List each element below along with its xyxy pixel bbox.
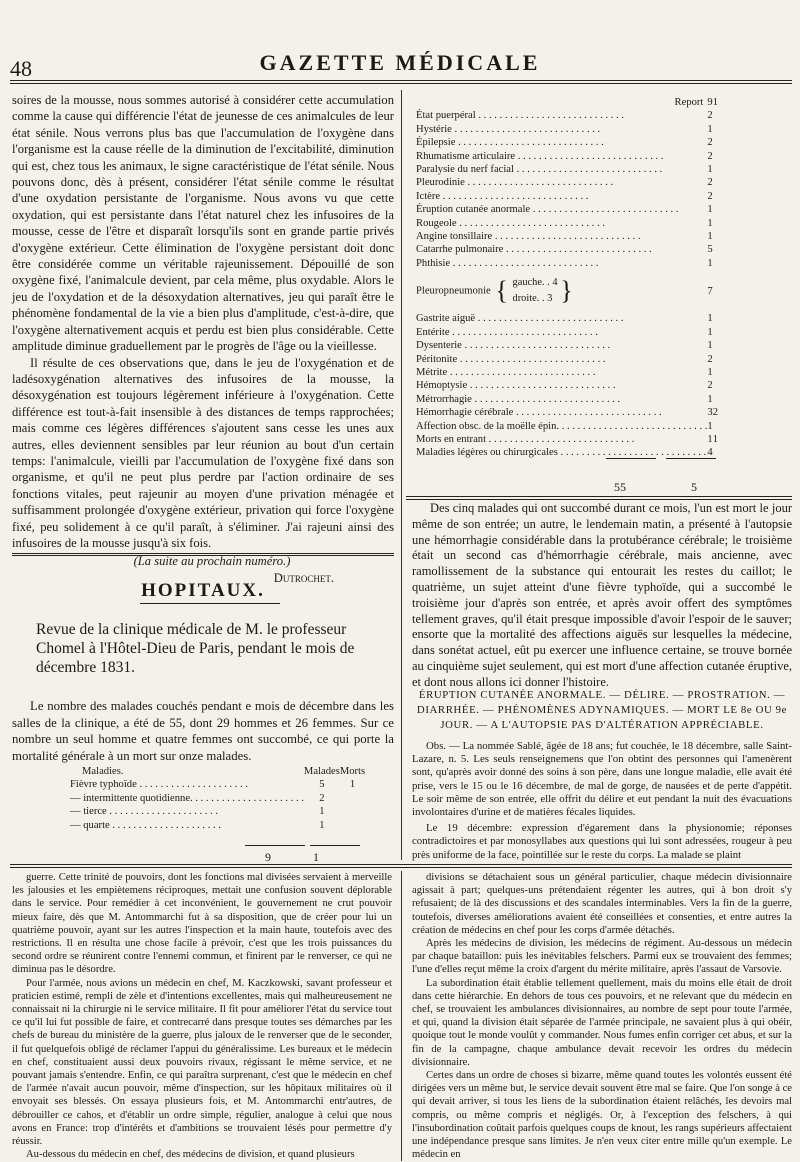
death-count: 1 xyxy=(712,433,718,445)
table-row xyxy=(416,433,718,446)
section-rule xyxy=(12,553,394,556)
leader-dots: . . . . . . . . . . . . . . . . . . . . . . . . . . . . xyxy=(467,380,616,392)
column-divider xyxy=(401,90,402,860)
patient-count: 2 xyxy=(707,137,713,149)
leader-dots: . . . . . . . . . . . . . . . . . . . . . . . . . . . . xyxy=(515,150,664,162)
disease-name: Gastrite aiguë xyxy=(416,313,476,325)
leader-dots: . . . . . . . . . . . . . . . . . . . . . . . . . . . . xyxy=(440,190,589,202)
table-row xyxy=(416,123,718,136)
table-row xyxy=(416,190,718,203)
table-row xyxy=(416,420,718,433)
table-row xyxy=(70,805,365,818)
disease-name: Paralysie du nerf facial xyxy=(416,164,514,176)
table-row xyxy=(70,778,365,791)
disease-name: Rhumatisme articulaire xyxy=(416,150,516,162)
table-row xyxy=(416,243,718,256)
dec19-paragraph: Le 19 décembre: expression d'égarement dans la physionomie; réponses contradictoires et par monosyllabes aux questions qui lui sont adressées, rougeur à peu près uniforme de la face, pointillée sur le reste du corps. La malade se plaint xyxy=(412,822,792,861)
leader-dots: . . . . . . . . . . . . . . . . . . . . . . . . . . . . xyxy=(450,257,599,269)
disease-name: Angine tonsillaire xyxy=(416,231,493,243)
disease-name: — tierce xyxy=(70,806,107,818)
bottom-paragraph: Après les médecins de division, les médecins de régiment. Au-dessous un médecin par chaque bataillon: puis les inévitables felschers. Parmi eux se trouvaient des femmes; l'une d'elles reçut même la croix d'argent du mérite militaire, après l'assaut de Varsovie. xyxy=(412,938,792,976)
pleuro-row: Pleuropneumonie { gauche. . 4 droite. . 3 } 7 xyxy=(416,270,718,312)
disease-name: Rougeole xyxy=(416,217,457,229)
deaths-text xyxy=(412,501,792,691)
disease-name: Dysenterie xyxy=(416,340,462,352)
patient-count: 1 xyxy=(707,257,713,269)
table-row xyxy=(416,379,718,392)
disease-name: Morts en entrant xyxy=(416,433,487,445)
heading-underline xyxy=(140,603,280,604)
table-row xyxy=(416,109,718,122)
leader-dots: . . . . . . . . . . . . . . . . . . . . . xyxy=(136,779,249,791)
report-row xyxy=(416,96,718,109)
disease-name: Hémoptysie xyxy=(416,380,468,392)
table-row xyxy=(416,176,718,189)
brace: } xyxy=(560,276,573,306)
patient-count: 1 xyxy=(319,806,325,818)
patient-count: 2 xyxy=(707,190,713,202)
total-rule xyxy=(245,845,305,846)
leader-dots: . . . . . . . . . . . . . . . . . . . . . . . . . . . . xyxy=(455,137,604,149)
total-rule xyxy=(666,458,716,459)
pleuro-droite-value: 3 xyxy=(547,293,553,305)
pleuro-droite-label: droite xyxy=(512,293,537,305)
header-morts: Morts xyxy=(339,766,366,777)
table-row xyxy=(416,393,718,406)
bottom-section-rule xyxy=(10,864,792,865)
bottom-section-rule xyxy=(10,867,792,868)
disease-name: Métrite xyxy=(416,366,448,378)
leader-dots: . . . . . . . . . . . . . . . . . . . . . xyxy=(192,792,304,804)
leader-dots: . . . . . . . . . . . . . . . . . . . . . . . . . . . . xyxy=(475,110,625,122)
patient-count: 1 xyxy=(707,164,713,176)
disease-name: Ictère xyxy=(416,190,441,202)
total-patients: 55 xyxy=(614,480,626,494)
fever-table xyxy=(70,765,366,864)
journal-title: GAZETTE MÉDICALE xyxy=(259,50,541,75)
patient-count: 2 xyxy=(707,380,713,392)
table-row xyxy=(416,326,718,339)
leader-dots: . . . . . . . . . . . . . . . . . . . . . xyxy=(106,806,218,818)
patient-count: 1 xyxy=(707,231,713,243)
leader-dots: . . . . . . . . . . . . . . . . . . . . . . . . . . . . xyxy=(471,393,621,405)
patient-count: 1 xyxy=(707,326,713,338)
table-row xyxy=(70,819,365,832)
patient-count: 1 xyxy=(707,123,713,135)
header-rule xyxy=(10,80,792,81)
table-row xyxy=(416,406,718,419)
continuation-note: (La suite au prochain numéro.) xyxy=(133,554,291,569)
table-row xyxy=(416,150,718,163)
disease-name: État puerpéral xyxy=(416,110,476,122)
table-row xyxy=(416,312,718,325)
table-bottom-rule xyxy=(406,499,792,500)
disease-name: Pleurodinie xyxy=(416,177,465,189)
disease-name: Hystérie xyxy=(416,123,452,135)
patient-count: 1 xyxy=(707,313,713,325)
total-deaths: 5 xyxy=(691,480,697,494)
disease-name: Éruption cutanée anormale xyxy=(416,204,531,216)
pleuro-gauche-value: 4 xyxy=(552,277,558,289)
patient-count: 2 xyxy=(707,110,713,122)
eruption-heading: ÉRUPTION CUTANÉE ANORMALE. — DÉLIRE. — PROSTRATION. — DIARRHÉE. — PHÉNOMÈNES ADYNAMIQUES. — MORT LE 8e OU 9e JOUR. — A L'AUTOPSIE PAS D'ALTÉRATION APPRÉCIABLE. xyxy=(416,689,788,731)
table-row xyxy=(416,366,718,379)
brace: { xyxy=(495,276,508,306)
leader-dots: . . . . . . . . . . . . . . . . . . . . . . . . . . . . xyxy=(503,244,652,256)
total-rule xyxy=(310,845,360,846)
patient-count: 4 xyxy=(707,447,713,459)
pleuro-name: Pleuropneumonie xyxy=(416,285,491,297)
patient-count: 1 xyxy=(707,366,713,378)
leader-dots: . . . . . . . . . . . . . . . . . . . . . . . . . . . . xyxy=(559,420,708,432)
leader-dots: . . . . . . . . . . . . . . . . . . . . . . . . . . . . xyxy=(530,204,679,216)
table-row xyxy=(416,230,718,243)
leader-dots: . . . . . . . . . . . . . . . . . . . . . . . . . . . . xyxy=(461,340,611,352)
bottom-right-article xyxy=(412,871,792,1161)
table-row xyxy=(416,136,718,149)
patient-count: 1 xyxy=(707,433,713,445)
observation-text xyxy=(412,740,792,862)
bottom-paragraph: divisions se détachaient sous un général particulier, chaque médecin divisionnaire agissait à part; quelques-uns prétendaient régenter les autres, qui à bon droit s'y refusaient; de là des discussions et des scandales interminables. Vers la fin de la guerre, toutefois, diverses améliorations avaient été conseillées et consenties, et entre autres la création de médecins en chef pour les corps d'armée détachés. xyxy=(412,872,792,936)
disease-name: Entérite xyxy=(416,326,450,338)
bottom-left-article xyxy=(12,871,392,1161)
report-patients: 9 xyxy=(707,97,713,108)
leader-dots: . . . . . . . . . . . . . . . . . . . . . . . . . . . . xyxy=(464,177,614,189)
disease-name: Maladies légères ou chirurgicales xyxy=(416,447,558,459)
leader-dots: . . . . . . . . . . . . . . . . . . . . . . . . . . . . xyxy=(475,313,624,325)
patient-count: 2 xyxy=(707,353,713,365)
patient-count: 1 xyxy=(707,204,713,216)
table-row xyxy=(416,163,718,176)
table-row xyxy=(416,217,718,230)
left-article xyxy=(12,92,394,586)
leader-dots: . . . . . . . . . . . . . . . . . . . . . . . . . . . . xyxy=(457,353,606,365)
leader-dots: . . . . . . . . . . . . . . . . . . . . . . . . . . . . xyxy=(492,231,641,243)
article-paragraph: soires de la mousse, nous sommes autorisé à considérer cette accumulation comme la cause qui différencie l'état de jeunesse de ces animalcules de leur état sénile. Nous verrons plus bas que l'accumulation de l'oxygène dans l'organisme est la cause réelle de la diminution de l'excitabilité, diminution qui est, chez tous les animaux, le signe caractéristique de l'état sénile. Nous pouvons donc, dès à présent, considérer l'état sénile comme le résultat d'une oxydation persistante de l'organisme. Nous avons vu que cette oxydation, qui est persistante dans l'état naturel chez les infusoires de la mousse, cesse de l'être et disparaît lorsqu'ils sont en grande partie privés d'oxygène extérieur. Cette élimination de l'oxygène persistant doit donc être considérée comme un véritable rajeunissement. Dépouillé de son oxygène fixé, l'animalcule devient, par cela même, plus oxydable. Alors le jeu de l'oxydation et de la désoxydation alternatives, jeu qui paraît être le phénomène fondamental de la vie a bien plus d'amplitude, c'est-à-dire, que l'oxygène alternativement acquis et perdu est bien plus considérable. Cette amplitude diminue graduellement par le progrès de l'âge ou la vieillesse. xyxy=(12,93,394,354)
section-heading: HOPITAUX. xyxy=(141,580,265,601)
bottom-paragraph: Pour l'armée, nous avions un médecin en chef, M. Kaczkowski, savant professeur et praticien estimé, rempli de zèle et d'intentions excellentes, mais qui malheureusement ne connaissait ni la chirurgie ni le service militaire. Il fit pour améliorer l'état du service tout ce qu'il lui fut possible de faire, et contrecarré dans presque toutes ses démarches par les chefs de bureau du ministère de la guerre, plus jaloux de le renverser que de le seconder, il fut quelquefois obligé de réclamer l'appui du généralissime. Les bureaux et le médecin en chef, constituaient aussi deux pouvoirs rivaux, régissant le même service, et ne pouvant jamais s'entendre. Enfin, ce qui paraîtra surprenant, c'est que le médecin en chef de l'armée n'avait aucun pouvoir, même d'inspection, sur les hôpitaux militaires où il envoyait ses blessés. On essaya plusieurs fois, et M. Antommarchi entr'autres, de débrouiller ce cahos, et d'établir un ordre simple, régulier, analogue à celui que nous avons en France: trop d'intérêts et d'ambitions se trouvaient lésés pour permettre d'y réussir. xyxy=(12,977,392,1148)
table-row xyxy=(416,203,718,216)
leader-dots: . . . . . . . . . . . . . . . . . . . . . . . . . . . . xyxy=(513,407,662,419)
leader-dots: . . . . . . . . . . . . . . . . . . . . . . . . . . . . xyxy=(451,123,601,135)
leader-dots: . . . . . . . . . . . . . . . . . . . . . xyxy=(109,819,221,831)
leader-dots: . . . . . . . . . . . . . . . . . . . . . . . . . . . . xyxy=(447,366,596,378)
disease-name: Péritonite xyxy=(416,353,458,365)
disease-name: Phthisie xyxy=(416,257,451,269)
bottom-paragraph: Au-dessous du médecin en chef, des médecins de division, et quand plusieurs xyxy=(26,1149,355,1161)
patient-count: 5 xyxy=(707,244,713,256)
patient-count: 2 xyxy=(707,177,713,189)
leader-dots: . . . . . . . . . . . . . . . . . . . . . . . . . . . . xyxy=(456,217,605,229)
header-maladies: Maladies. xyxy=(82,766,124,777)
review-intro xyxy=(12,698,394,764)
table-row xyxy=(416,339,718,352)
patient-count: 1 xyxy=(707,217,713,229)
death-count: 2 xyxy=(712,407,718,419)
patient-count: 2 xyxy=(319,792,325,804)
article-paragraph: Il résulte de ces observations que, dans le jeu de l'oxygénation et de ladésoxygénation alternatives des infusoires de la mousse, la désoxygénation est toujours légèrement inférieure à l'oxygénation. Cette différence est tout-à-fait insensible à des distances de temps rapprochées; mais comme ces légères différences s'ajoutent sans cesse les unes aux autres, elles deviennent sensibles par leur réunion au bout d'un certain temps: l'animalcule, vieilli par l'accumulation de l'oxygène fixé dans son organisme, et qu'il ne peut plus perdre par l'action ordinaire de ses fonctions vitales, peut rajeunir au moyen d'une privation ménagée et suffisamment prolongée d'oxygène extérieur, privation qui force l'oxygène fixé, peu solidement à ce qu'il paraît, à s'éliminer. J'ai rajeuni ainsi des infusoires de la mousse jusqu'à six fois. xyxy=(12,355,394,550)
deaths-paragraph: Des cinq malades qui ont succombé durant ce mois, l'un est mort le jour même de son entrée; un autre, le lendemain matin, a présenté à l'autopsie une hémorrhagie considérable dans la protubérance cérébrale; le troisième était un second cas d'hémorrhagie cérébrale, mais ancienne, avec ramollissement de la substance qui entourait les restes du caillot; le quatrième, un sujet atteint d'une fièvre typhoïde, qui a succombé le troisième jour d'après son entrée, et après avoir offert des symptômes tellement graves, qu'il était presque impossible d'avoir l'espoir de le sauver; ensorte que la mortalité des affections aiguës sur lesquelles la médecine, dans sonétat actuel, eût pu exercer une influence certaine, se trouve bornée au cinquième sujet seulement, qui est mort d'une affection cutanée éruptive, et dont nous allons ici donner l'histoire. xyxy=(412,501,792,689)
disease-name: Épilepsie xyxy=(416,137,456,149)
patient-count: 1 xyxy=(319,819,325,831)
bottom-paragraph: Certes dans un ordre de choses si bizarre, même quand toutes les volontés eussent été dirigées vers un même but, le service devait souvent être mal se faire. Que l'on songe à ce qui devait arriver, si tous les liens de la subordination étaient relâchés, les devoirs mal compris, ou même compris et négligés. Or, à l'exception des felschers, à qui l'insubordination coûtait parfois quelques coups de knout, les rangs supérieurs affectaient une indépendance presque sans limites. Je n'en veux citer entre mille qu'un exemple. Le médecin en xyxy=(412,1070,792,1161)
patient-count: 2 xyxy=(707,150,713,162)
obs-paragraph: Obs. — La nommée Sablé, âgée de 18 ans; fut couchée, le 18 décembre, salle Saint-Lazare, n. 5. Les seuls renseignemens que l'on obtint des personnes qui l'amenèrent sont, qu'après avoir donné des soins à son père, dans une longue maladie, elle avait été prise, vers le 15 ou le 16 décembre, de mal de gorge, de nausées et de perte d'appétit. Le soir même de son entrée, elle offrit du délire et eut pendant la nuit des évacuations involontaires d'urine et de matières fécales liquides. xyxy=(412,740,792,819)
patient-count: 3 xyxy=(707,407,713,419)
report-label: Report xyxy=(674,97,704,108)
table-bottom-rule xyxy=(406,496,792,497)
table-row xyxy=(70,792,365,805)
review-title: Revue de la clinique médicale de M. le professeur Chomel à l'Hôtel-Dieu de Paris, pendant le mois de décembre 1831. xyxy=(36,621,355,676)
fever-total-deaths: 1 xyxy=(313,850,319,864)
header-malades: Malades xyxy=(303,766,340,777)
patient-count: 1 xyxy=(707,340,713,352)
author-signature: Dutrochet. xyxy=(273,570,334,585)
disease-name: Catarrhe pulmonaire xyxy=(416,244,504,256)
bottom-column-divider xyxy=(401,871,402,1161)
disease-name: Affection obsc. de la moëlle épin. xyxy=(416,420,560,432)
pleuro-total: 7 xyxy=(707,285,713,297)
header-rule-2 xyxy=(10,83,792,84)
table-row xyxy=(416,257,718,270)
report-deaths: 1 xyxy=(712,97,718,108)
intro-paragraph: Le nombre des malades couchés pendant e mois de décembre dans les salles de la clinique, a été de 55, dont 29 hommes et 26 femmes. Sur ce nombre un seul homme et quatre femmes ont succombé, ce qui porte la mortalité générale à un mort sur onze malades. xyxy=(12,699,394,763)
pleuro-gauche-label: gauche xyxy=(512,277,542,289)
disease-name: Métrorrhagie xyxy=(416,393,472,405)
leader-dots: . . . . . . . . . . . . . . . . . . . . . . . . . . . . xyxy=(513,164,663,176)
fever-total-patients: 9 xyxy=(265,850,271,864)
bottom-paragraph: guerre. Cette trinité de pouvoirs, dont les fonctions mal divisées servaient à merveille les jalousies et les empiètemens réciproques, mettait une confusion souvent déplorable dans le service. Pour remédier à cet inconvénient, le gouvernement ne crut pouvoir mieux faire, dès que M. Antommarchi fut à sa disposition, que de créer pour lui un quatrième pouvoir, ayant sur les autres l'inspection et la main haute, toutefois avec des restrictions. Il en résulta une chose facile à prévoir, c'est que les trois puissances du second ordre se réunirent contre l'ennemi commun, et finirent par le renverser, ce qui ne diminua pas le désordre. xyxy=(12,872,392,976)
patient-count: 1 xyxy=(707,393,713,405)
page-number: 48 xyxy=(10,56,32,81)
disease-name: — quarte xyxy=(70,819,110,831)
disease-name: Fièvre typhoïde xyxy=(70,779,137,791)
patient-count: 5 xyxy=(319,779,325,791)
disease-name: — intermittente quotidienne. xyxy=(70,792,193,804)
bottom-paragraph: La subordination était établie tellement quellement, mais du moins elle était de droit dans cette hiérarchie. En dehors de tous ces pouvoirs, et ne relevant que du médecin en chef, se trouvaient les ambulances divisionnaires, au nombre de sept pour toute l'armée, et qui, quand la division était séparée de l'armée principale, ne savaient plus à qui obéir, quoique tout le monde voulût y commander. Nous fumes enfin corriger cet abus, et sur la fin de la campagne, chaque ambulance devait recevoir les ordres du médecin divisionnaire. xyxy=(412,977,792,1068)
disease-table xyxy=(416,96,718,494)
total-rule xyxy=(606,458,656,459)
table-header-row xyxy=(70,765,365,778)
table-row xyxy=(416,353,718,366)
death-count: 1 xyxy=(349,779,356,791)
leader-dots: . . . . . . . . . . . . . . . . . . . . . . . . . . . . xyxy=(449,326,598,338)
patient-count: 1 xyxy=(707,420,713,432)
leader-dots: . . . . . . . . . . . . . . . . . . . . . . . . . . . . xyxy=(486,433,635,445)
leader-dots: . . . . . . . . . . . . . . . . . . . . . . . . . . . . xyxy=(557,447,707,459)
disease-name: Hémorrhagie cérébrale xyxy=(416,407,514,419)
